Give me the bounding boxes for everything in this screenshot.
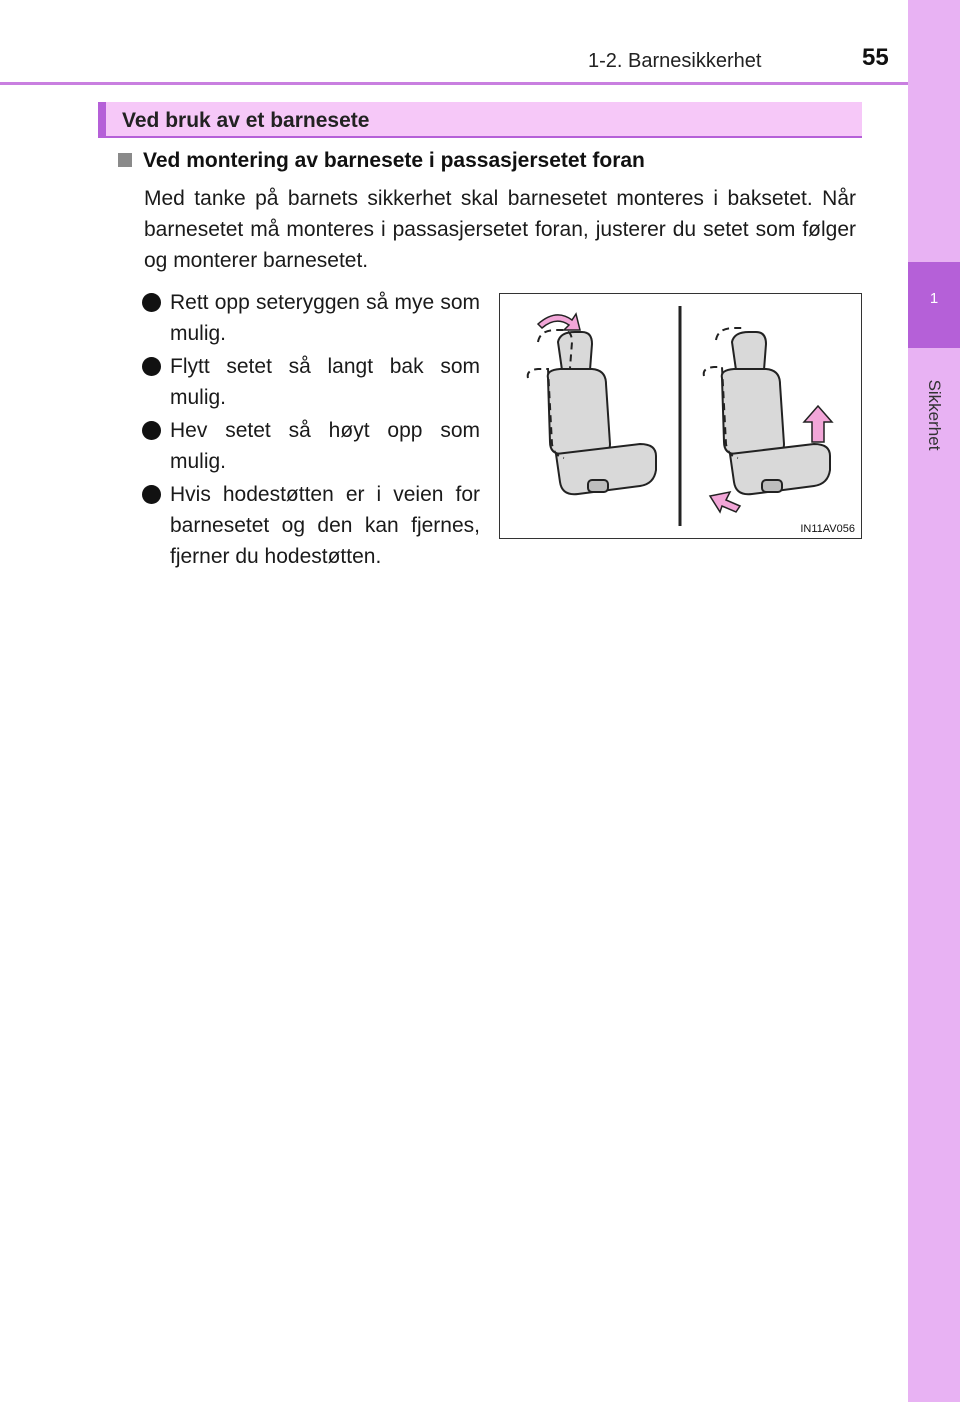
list-item-text: Hev setet så høyt opp som mulig. (170, 419, 480, 473)
bullet-dot-icon (142, 485, 161, 504)
chapter-label: Sikkerhet (925, 379, 944, 451)
list-item (142, 479, 480, 572)
list-item-text: Rett opp seteryggen så mye som mulig. (170, 291, 480, 345)
subsection-heading: Ved montering av barnesete i passasjersetet foran (143, 149, 645, 172)
section-title-box (98, 102, 862, 138)
left-seat (548, 332, 656, 494)
bullet-dot-icon (142, 357, 161, 376)
section-title: Ved bruk av et barnesete (122, 109, 370, 132)
square-bullet-icon (118, 153, 132, 167)
list-item (142, 287, 480, 349)
rotate-arrow-icon (538, 314, 580, 330)
header-section-title: 1-2. Barnesikkerhet (588, 50, 762, 72)
chapter-side-tab (908, 0, 960, 1402)
figure-code: IN11AV056 (800, 523, 855, 535)
header-rule (0, 82, 908, 85)
list-item (142, 351, 480, 413)
list-item-text: Flytt setet så langt bak som mulig. (170, 355, 480, 409)
bullet-dot-icon (142, 293, 161, 312)
back-arrow-icon (710, 492, 740, 512)
up-arrow-icon (804, 406, 832, 442)
chapter-number: 1 (929, 290, 939, 307)
list-item-text: Hvis hodestøtten er i veien for barnesetet og den kan fjernes, fjerner du hodestøtten. (170, 483, 480, 568)
bullet-dot-icon (142, 421, 161, 440)
page-number: 55 (862, 44, 889, 71)
seat-adjustment-drawing (500, 294, 860, 537)
seat-adjustment-illustration (499, 293, 862, 539)
intro-paragraph: Med tanke på barnets sikkerhet skal barnesetet monteres i baksetet. Når barnesetet må monteres i passasjersetet foran, justerer du setet som følger og monterer barnesetet. (144, 187, 856, 272)
list-item (142, 415, 480, 477)
adjustment-steps-list (142, 287, 480, 574)
